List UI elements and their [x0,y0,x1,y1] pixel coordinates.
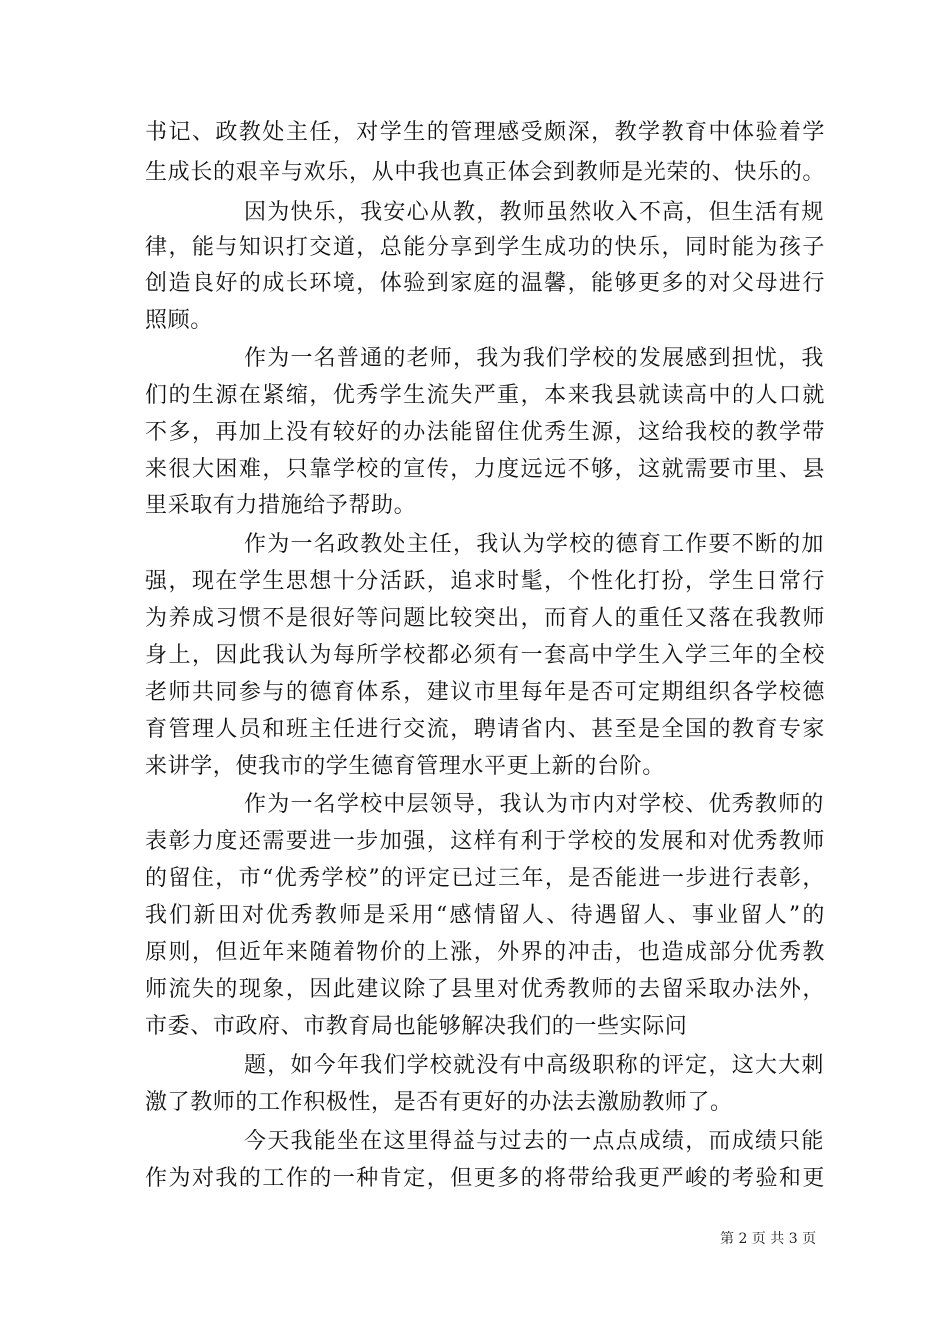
text-line: 题，如今年我们学校就没有中高级职称的评定，这大大刺 [244,1053,824,1078]
text-line: 市委、市政府、市教育局也能够解决我们的一些实际问 [145,1014,688,1039]
text-line: 今天我能坐在这里得益与过去的一点点成绩，而成绩只能 [244,1129,824,1154]
text-line: 们的生源在紧缩，优秀学生流失严重，本来我县就读高中的人口就 [145,383,825,408]
text-line: 里采取有力措施给予帮助。 [145,493,417,518]
text-line: 作为一名学校中层领导，我认为市内对学校、优秀教师的 [244,792,824,817]
text-line: 表彰力度还需要进一步加强，这样有利于学校的发展和对优秀教师 [145,829,825,854]
text-line: 生成长的艰辛与欢乐，从中我也真正体会到教师是光荣的、快乐的。 [145,160,825,185]
text-line: 为养成习惯不是很好等问题比较突出，而育人的重任又落在我教师 [145,606,825,631]
text-line: 作为对我的工作的一种肯定，但更多的将带给我更严峻的考验和更 [145,1166,825,1191]
text-line: 原则，但近年来随着物价的上涨，外界的冲击，也造成部分优秀教 [145,940,825,965]
text-line: 创造良好的成长环境，体验到家庭的温馨，能够更多的对父母进行 [145,271,825,296]
text-line: 的留住，市“优秀学校”的评定已过三年，是否能进一步进行表彰， [145,866,825,891]
text-line: 老师共同参与的德育体系，建议市里每年是否可定期组织各学校德 [145,680,825,705]
text-line: 我们新田对优秀教师是采用“感情留人、待遇留人、事业留人”的 [145,903,825,928]
text-line: 强，现在学生思想十分活跃，追求时髦，个性化打扮，学生日常行 [145,569,825,594]
text-line: 来讲学，使我市的学生德育管理水平更上新的台阶。 [145,754,665,779]
text-line: 律，能与知识打交道，总能分享到学生成功的快乐，同时能为孩子 [145,235,825,260]
text-line: 育管理人员和班主任进行交流，聘请省内、甚至是全国的教育专家 [145,717,825,742]
text-line: 作为一名政教处主任，我认为学校的德育工作要不断的加 [244,532,824,557]
text-line: 身上，因此我认为每所学校都必须有一套高中学生入学三年的全校 [145,643,825,668]
page-number: 第 2 页 共 3 页 [720,1231,817,1247]
text-line: 作为一名普通的老师，我为我们学校的发展感到担忧，我 [244,346,824,371]
text-line: 书记、政教处主任，对学生的管理感受颇深，教学教育中体验着学 [145,120,825,145]
text-line: 来很大困难，只靠学校的宣传，力度远远不够，这就需要市里、县 [145,457,825,482]
text-line: 不多，再加上没有较好的办法能留住优秀生源，这给我校的教学带 [145,420,825,445]
text-line: 师流失的现象，因此建议除了县里对优秀教师的去留采取办法外， [145,977,825,1002]
text-line: 因为快乐，我安心从教，教师虽然收入不高，但生活有规 [244,200,824,225]
text-line: 照顾。 [145,308,213,333]
text-line: 激了教师的工作积极性，是否有更好的办法去激励教师了。 [145,1090,733,1115]
